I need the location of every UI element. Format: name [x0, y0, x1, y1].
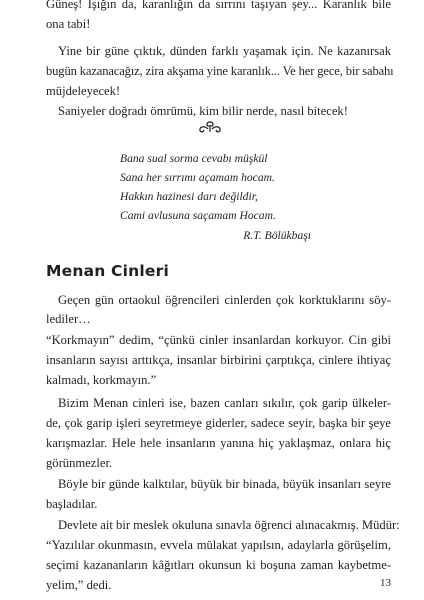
- body-line: Bizim Menan cinleri ise, bazen canları sıkılır, çok garip ülkeler-: [58, 396, 391, 410]
- poem-author: R.T. Bölükbaşı: [243, 229, 311, 242]
- body-line: insanların sayısı arttıkça, insanlar birbirini çarptıkça, cinlere ihtiyaç: [46, 353, 391, 367]
- body-line: kalmadı, korkmayın.”: [46, 373, 157, 387]
- body-line: “Yazılılar okunmasın, evvela mülakat yapılsın, adaylarla görüşelim,: [46, 538, 391, 552]
- intro-line: müjdeleyecek!: [46, 84, 121, 98]
- page-number: 13: [380, 577, 391, 589]
- intro-line: ona tabi!: [46, 17, 91, 31]
- body-line: Geçen gün ortaokul öğrencileri cinlerden çok korktuklarını söy-: [58, 293, 391, 307]
- body-line: Devlete ait bir meslek okuluna sınavla öğrenci alınacakmış. Müdür:: [58, 518, 400, 532]
- poem-line: Hakkın hazinesi darı değildir,: [120, 190, 258, 203]
- body-line: seçimi kazananların kâğıtları okunsun ki boşuna zaman kaybetme-: [46, 558, 391, 572]
- body-line: başladılar.: [46, 497, 98, 511]
- body-line: Böyle bir günde kalktılar, büyük bir binada, büyük insanları seyre: [58, 477, 391, 491]
- poem-line: Cami avlusuna saçamam Hocam.: [120, 209, 276, 222]
- intro-line: Yine bir güne çıktık, dünden farklı yaşamak için. Ne kazanırsak: [58, 44, 391, 58]
- body-line: karışmazlar. Hele hele insanların yanına hiç yaklaşmaz, onlara hiç: [46, 436, 391, 450]
- poem-line: Sana her sırrımı açamam hocam.: [120, 171, 275, 184]
- intro-line: Güneş! Işığın da, karanlığın da sırrını taşıyan şey... Karanlık bile: [46, 0, 391, 11]
- intro-line: bugün kazanacağız, zira akşama yine karanlık... Ve her gece, bir sabahı: [46, 64, 394, 78]
- poem-line: Bana sual sorma cevabı müşkül: [120, 152, 268, 165]
- body-line: lediler…: [46, 312, 91, 326]
- body-line: yelim,” dedi.: [46, 578, 112, 592]
- floral-ornament-icon: [197, 120, 223, 134]
- body-line: de, çok garip işleri seyretmeye giderler, sadece seyir, başka bir şeye: [46, 416, 391, 430]
- body-line: görünmezler.: [46, 456, 113, 470]
- body-line: “Korkmayın” dedim, “çünkü cinler insanlardan korkuyor. Cin gibi: [46, 333, 391, 347]
- section-title: Menan Cinleri: [46, 262, 169, 280]
- intro-line: Saniyeler doğradı ömrümü, kim bilir nerde, nasıl bitecek!: [58, 104, 348, 118]
